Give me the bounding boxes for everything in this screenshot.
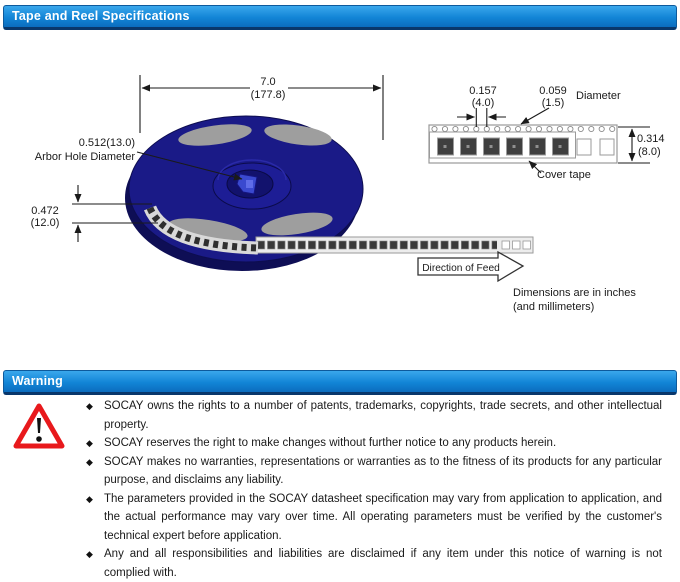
units-note-line1: Dimensions are in inches — [513, 287, 636, 299]
tape-and-reel-diagram — [0, 28, 680, 368]
diamond-bullet-icon: ◆ — [86, 438, 93, 448]
reel-diameter-inches: 7.0 — [260, 76, 276, 88]
tape-reel-section-title: Tape and Reel Specifications — [12, 9, 190, 23]
warning-item — [85, 397, 662, 434]
empty-pocket — [513, 241, 521, 249]
diamond-bullet-icon: ◆ — [86, 401, 93, 411]
diamond-bullet-icon: ◆ — [86, 456, 93, 467]
diamond-bullet-icon: ◆ — [86, 549, 93, 559]
warning-triangle-icon — [13, 402, 65, 450]
sprocket-hole-inches: 0.059 — [539, 85, 567, 97]
pocket-pitch-inches: 0.157 — [469, 85, 497, 97]
warning-item-text: Any and all responsibilities and liabilities are disclaimed if any item under this notice of warning is not complied with. — [104, 548, 662, 579]
tape-detail-view — [429, 85, 665, 181]
warning-item-text: The parameters provided in the SOCAY datasheet specification may vary from application to application, and the actual performance may vary over time. All operating parameters must be verified by the customer's technical expert before application. — [104, 492, 662, 542]
tape-reel-section-header — [3, 5, 677, 30]
diamond-bullet-icon: ◆ — [86, 493, 93, 504]
arbor-key-highlight — [246, 180, 253, 188]
sprocket-hole-label: Diameter — [576, 90, 621, 102]
cover-tape-label: Cover tape — [537, 169, 591, 181]
warning-list — [85, 397, 662, 582]
sprocket-hole-mm: (1.5) — [541, 97, 565, 109]
carrier-width-inches: 0.314 — [637, 133, 665, 145]
units-note-line2: (and millimeters) — [513, 301, 595, 313]
warning-item-text: SOCAY owns the rights to a number of patents, trademarks, copyrights, trade secrets, and other intellectual property. — [104, 400, 662, 431]
empty-pocket — [502, 241, 510, 249]
warning-item-text: SOCAY reserves the right to make changes without further notice to any products herein. — [104, 437, 557, 449]
tape-loaded-pockets — [256, 237, 497, 253]
warning-item — [85, 453, 662, 490]
pocket-pitch-mm: (4.0) — [471, 97, 495, 109]
feed-arrow-label: Direction of Feed — [422, 263, 500, 274]
arbor-hole-label: Arbor Hole Diameter — [34, 151, 135, 163]
warning-item — [85, 490, 662, 546]
units-note — [513, 287, 636, 313]
empty-pocket — [577, 139, 591, 155]
warning-section-title: Warning — [12, 374, 63, 388]
empty-pocket — [523, 241, 531, 249]
warning-section-header — [3, 370, 677, 395]
arbor-hole-value: 0.512(13.0) — [78, 137, 135, 149]
tape-width-side-mm: (12.0) — [30, 217, 60, 229]
reel-diameter-mm: (177.8) — [250, 89, 286, 101]
carrier-width-mm: (8.0) — [638, 146, 661, 158]
direction-of-feed-arrow — [418, 252, 523, 281]
tape-width-side-inches: 0.472 — [31, 205, 59, 217]
warning-item — [85, 545, 662, 582]
warning-item-text: SOCAY makes no warranties, representations or warranties as to the fitness of its products for any particular purpose, and disclaims any liability. — [104, 455, 662, 486]
warning-item — [85, 434, 662, 453]
empty-pocket — [600, 139, 614, 155]
